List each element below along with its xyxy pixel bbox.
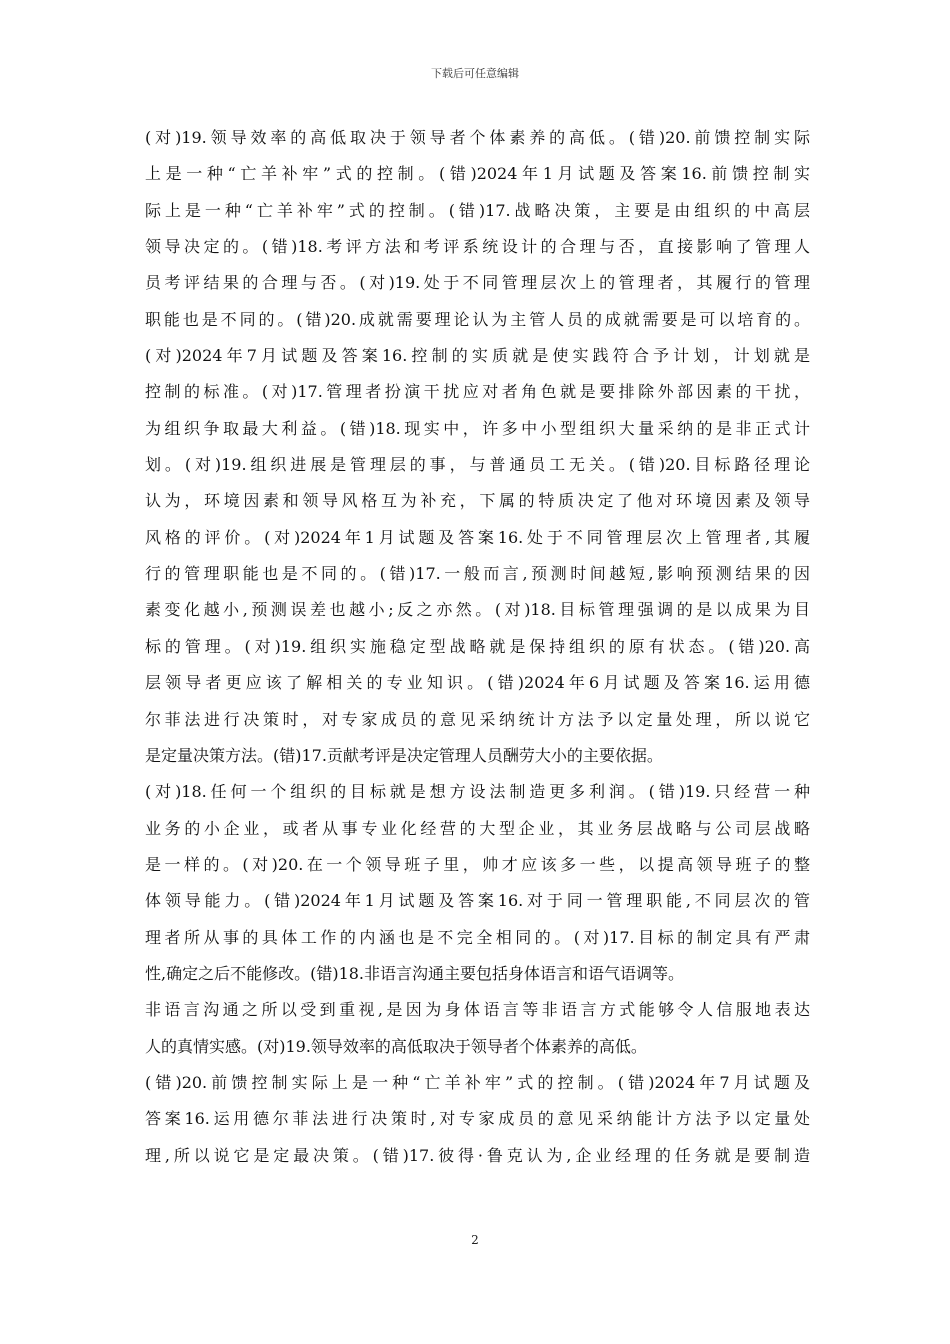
document-body	[145, 120, 810, 1174]
text-line-28: 答案16.运用德尔菲法进行决策时,对专家成员的意见采纳能计方法予以定量处	[145, 1109, 810, 1129]
text-line-27: (错)20.前馈控制实际上是一种“亡羊补牢”式的控制。(错)2024年7月试题及	[145, 1072, 810, 1092]
text-line-23: 理者所从事的具体工作的内涵也是不完全相同的。(对)17.目标的制定具有严肃	[145, 927, 810, 947]
text-line-26: 人的真情实感。(对)19.领导效率的高低取决于领导者个体素养的高低。	[145, 1036, 647, 1056]
text-line-3: 际上是一种“亡羊补牢”式的控制。(错)17.战略决策，主要是由组织的中高层	[145, 200, 810, 220]
text-line-18: 是定量决策方法。(错)17.贡献考评是决定管理人员酬劳大小的主要依据。	[145, 745, 663, 765]
text-line-25: 非语言沟通之所以受到重视,是因为身体语言等非语言方式能够令人信服地表达	[145, 1000, 810, 1020]
text-line-9: 为组织争取最大利益。(错)18.现实中，许多中小型组织大量采纳的是非正式计	[145, 418, 810, 438]
text-line-24: 性,确定之后不能修改。(错)18.非语言沟通主要包括身体语言和语气语调等。	[145, 963, 685, 983]
text-line-4: 领导决定的。(错)18.考评方法和考评系统设计的合理与否，直接影响了管理人	[145, 237, 810, 257]
text-line-20: 业务的小企业，或者从事专业化经营的大型企业，其业务层战略与公司层战略	[145, 818, 810, 838]
text-line-14: 素变化越小,预测误差也越小;反之亦然。(对)18.目标管理强调的是以成果为目	[145, 600, 810, 620]
text-line-13: 行的管理职能也是不同的。(错)17.一般而言,预测时间越短,影响预测结果的因	[145, 564, 810, 584]
page-header: 下载后可任意编辑	[431, 67, 519, 80]
text-line-5: 员考评结果的合理与否。(对)19.处于不同管理层次上的管理者，其履行的管理	[145, 273, 810, 293]
text-line-12: 风格的评价。(对)2024年1月试题及答案16.处于不同管理层次上管理者,其履	[145, 527, 810, 547]
text-line-10: 划。(对)19.组织进展是管理层的事，与普通员工无关。(错)20.目标路径理论	[145, 455, 810, 475]
text-line-15: 标的管理。(对)19.组织实施稳定型战略就是保持组织的原有状态。(错)20.高	[145, 636, 810, 656]
text-line-1: (对)19.领导效率的高低取决于领导者个体素养的高低。(错)20.前馈控制实际	[145, 128, 810, 147]
page-number: 2	[471, 1233, 479, 1247]
text-line-17: 尔菲法进行决策时，对专家成员的意见采纳统计方法予以定量处理，所以说它	[145, 709, 810, 729]
text-line-21: 是一样的。(对)20.在一个领导班子里，帅才应该多一些，以提高领导班子的整	[145, 854, 810, 874]
text-line-19: (对)18.任何一个组织的目标就是想方设法制造更多利润。(错)19.只经营一种	[145, 782, 810, 802]
text-line-29: 理,所以说它是定最决策。(错)17.彼得·鲁克认为,企业经理的任务就是要制造	[145, 1145, 810, 1165]
text-line-8: 控制的标准。(对)17.管理者扮演干扰应对者角色就是要排除外部因素的干扰，	[145, 382, 810, 402]
text-line-2: 上是一种“亡羊补牢”式的控制。(错)2024年1月试题及答案16.前馈控制实	[145, 164, 810, 184]
text-line-7: (对)2024年7月试题及答案16.控制的实质就是使实践符合予计划，计划就是	[145, 346, 810, 366]
text-line-11: 认为，环境因素和领导风格互为补充，下属的特质决定了他对环境因素及领导	[145, 491, 810, 511]
text-line-6: 职能也是不同的。(错)20.成就需要理论认为主管人员的成就需要是可以培育的。	[145, 309, 810, 329]
text-line-22: 体领导能力。(错)2024年1月试题及答案16.对于同一管理职能,不同层次的管	[145, 891, 810, 911]
text-line-16: 层领导者更应该了解相关的专业知识。(错)2024年6月试题及答案16.运用德	[145, 673, 810, 693]
